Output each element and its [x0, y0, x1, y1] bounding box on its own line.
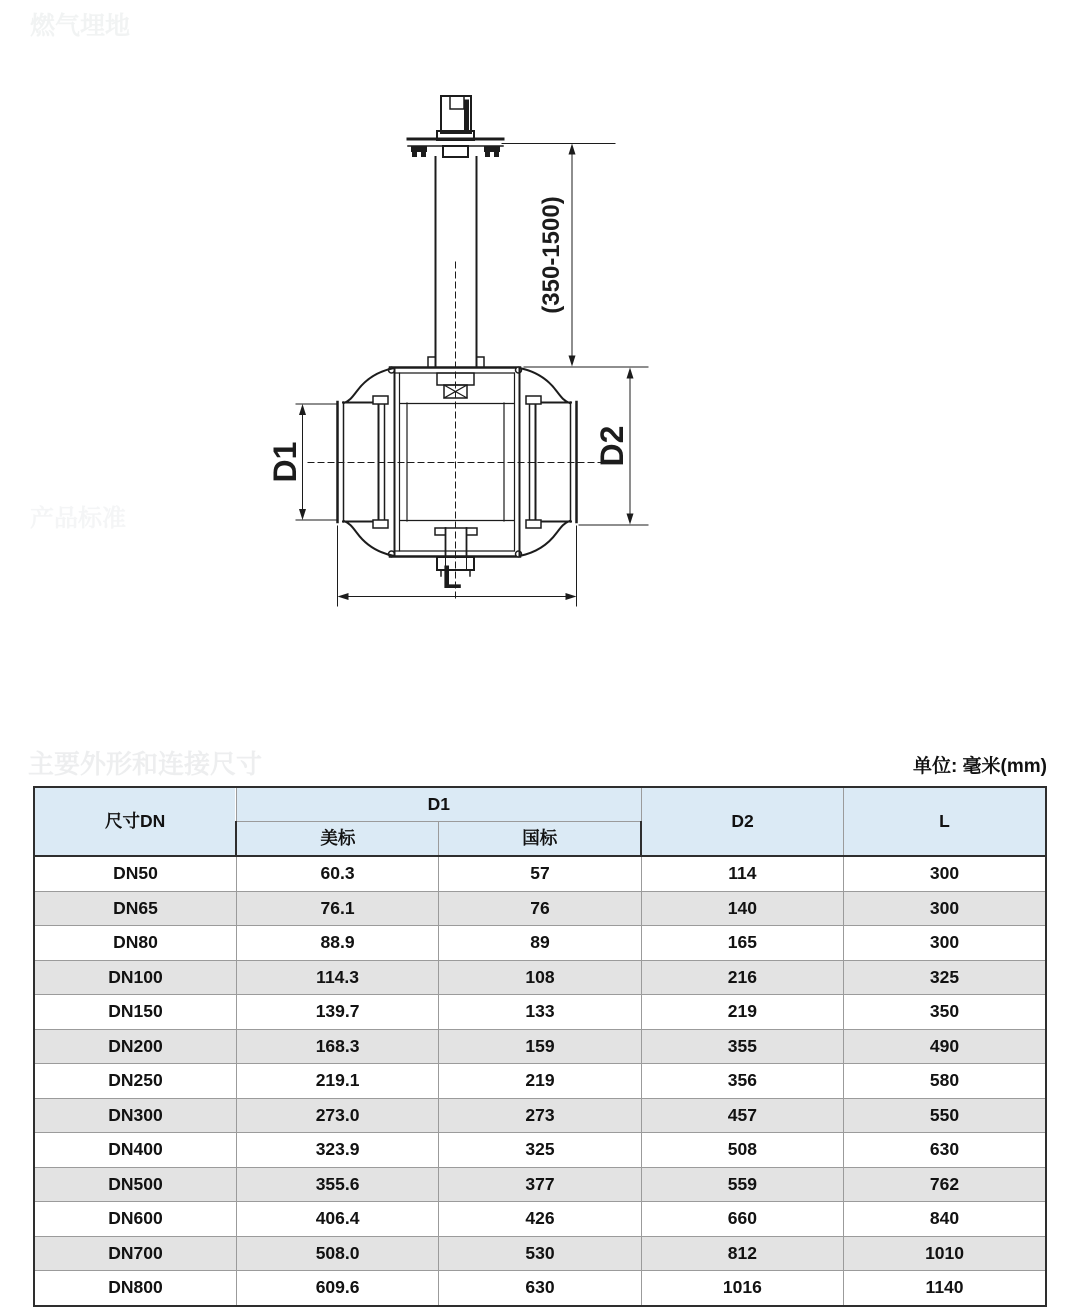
- row-value: 219.1: [236, 1064, 438, 1099]
- row-dn: DN800: [34, 1271, 236, 1306]
- row-dn: DN100: [34, 960, 236, 995]
- row-value: 273.0: [236, 1098, 438, 1133]
- row-value: 660: [641, 1202, 843, 1237]
- row-value: 325: [439, 1133, 641, 1168]
- dimensions-table: [33, 786, 1047, 1307]
- row-value: 300: [844, 926, 1046, 961]
- row-value: 377: [439, 1167, 641, 1202]
- header-d1-group: D1: [236, 787, 641, 822]
- row-value: 165: [641, 926, 843, 961]
- table-row: [34, 926, 1046, 961]
- row-dn: DN150: [34, 995, 236, 1030]
- ghost-section-heading: 主要外形和连接尺寸: [28, 749, 263, 779]
- row-value: 580: [844, 1064, 1046, 1099]
- row-value: 355.6: [236, 1167, 438, 1202]
- row-value: 108: [439, 960, 641, 995]
- row-value: 1016: [641, 1271, 843, 1306]
- table-row: [34, 1029, 1046, 1064]
- label-d2: D2: [594, 425, 630, 467]
- row-dn: DN50: [34, 856, 236, 891]
- ghost-watermark-top: 燃气埋地: [30, 12, 131, 40]
- row-value: 114: [641, 856, 843, 891]
- unit-note: 单位: 毫米(mm): [912, 756, 1047, 777]
- header-l: L: [844, 787, 1046, 856]
- header-d2: D2: [641, 787, 843, 856]
- ghost-watermark-mid: 产品标准: [30, 505, 126, 532]
- table-row: [34, 1098, 1046, 1133]
- table-row: [34, 856, 1046, 891]
- row-value: 168.3: [236, 1029, 438, 1064]
- stem-mounting-plate: [408, 139, 503, 157]
- row-dn: DN65: [34, 891, 236, 926]
- row-value: 356: [641, 1064, 843, 1099]
- row-value: 57: [439, 856, 641, 891]
- table-row: [34, 1167, 1046, 1202]
- row-value: 139.7: [236, 995, 438, 1030]
- row-value: 355: [641, 1029, 843, 1064]
- row-value: 219: [439, 1064, 641, 1099]
- header-dn: 尺寸DN: [34, 787, 236, 856]
- row-value: 840: [844, 1202, 1046, 1237]
- row-value: 300: [844, 856, 1046, 891]
- row-dn: DN300: [34, 1098, 236, 1133]
- row-value: 609.6: [236, 1271, 438, 1306]
- row-value: 530: [439, 1236, 641, 1271]
- label-d1: D1: [267, 441, 303, 483]
- row-value: 1010: [844, 1236, 1046, 1271]
- table-body: [34, 856, 1046, 1306]
- stem-head: [437, 96, 474, 140]
- row-dn: DN80: [34, 926, 236, 961]
- row-value: 762: [844, 1167, 1046, 1202]
- row-value: 406.4: [236, 1202, 438, 1237]
- row-value: 88.9: [236, 926, 438, 961]
- row-value: 133: [439, 995, 641, 1030]
- row-value: 630: [439, 1271, 641, 1306]
- table-row: [34, 960, 1046, 995]
- row-value: 76.1: [236, 891, 438, 926]
- row-value: 426: [439, 1202, 641, 1237]
- row-value: 508: [641, 1133, 843, 1168]
- row-value: 140: [641, 891, 843, 926]
- table-row: [34, 891, 1046, 926]
- header-d1-cn: 国标: [439, 822, 641, 857]
- row-value: 508.0: [236, 1236, 438, 1271]
- table-row: [34, 1271, 1046, 1306]
- row-value: 219: [641, 995, 843, 1030]
- row-value: 76: [439, 891, 641, 926]
- label-stem-range: (350-1500): [538, 196, 565, 314]
- row-value: 216: [641, 960, 843, 995]
- row-dn: DN200: [34, 1029, 236, 1064]
- row-value: 60.3: [236, 856, 438, 891]
- row-dn: DN500: [34, 1167, 236, 1202]
- row-value: 550: [844, 1098, 1046, 1133]
- row-dn: DN600: [34, 1202, 236, 1237]
- row-value: 812: [641, 1236, 843, 1271]
- row-value: 457: [641, 1098, 843, 1133]
- row-value: 273: [439, 1098, 641, 1133]
- row-value: 1140: [844, 1271, 1046, 1306]
- header-d1-us: 美标: [236, 822, 438, 857]
- table-row: [34, 1064, 1046, 1099]
- row-value: 159: [439, 1029, 641, 1064]
- label-l: L: [442, 559, 462, 595]
- table-header: [34, 787, 1046, 856]
- row-value: 89: [439, 926, 641, 961]
- row-value: 350: [844, 995, 1046, 1030]
- row-dn: DN700: [34, 1236, 236, 1271]
- row-value: 490: [844, 1029, 1046, 1064]
- row-dn: DN400: [34, 1133, 236, 1168]
- table-row: [34, 995, 1046, 1030]
- row-value: 630: [844, 1133, 1046, 1168]
- table-row: [34, 1202, 1046, 1237]
- table-row: [34, 1133, 1046, 1168]
- table-row: [34, 1236, 1046, 1271]
- row-value: 114.3: [236, 960, 438, 995]
- row-value: 325: [844, 960, 1046, 995]
- row-value: 300: [844, 891, 1046, 926]
- row-value: 559: [641, 1167, 843, 1202]
- row-dn: DN250: [34, 1064, 236, 1099]
- row-value: 323.9: [236, 1133, 438, 1168]
